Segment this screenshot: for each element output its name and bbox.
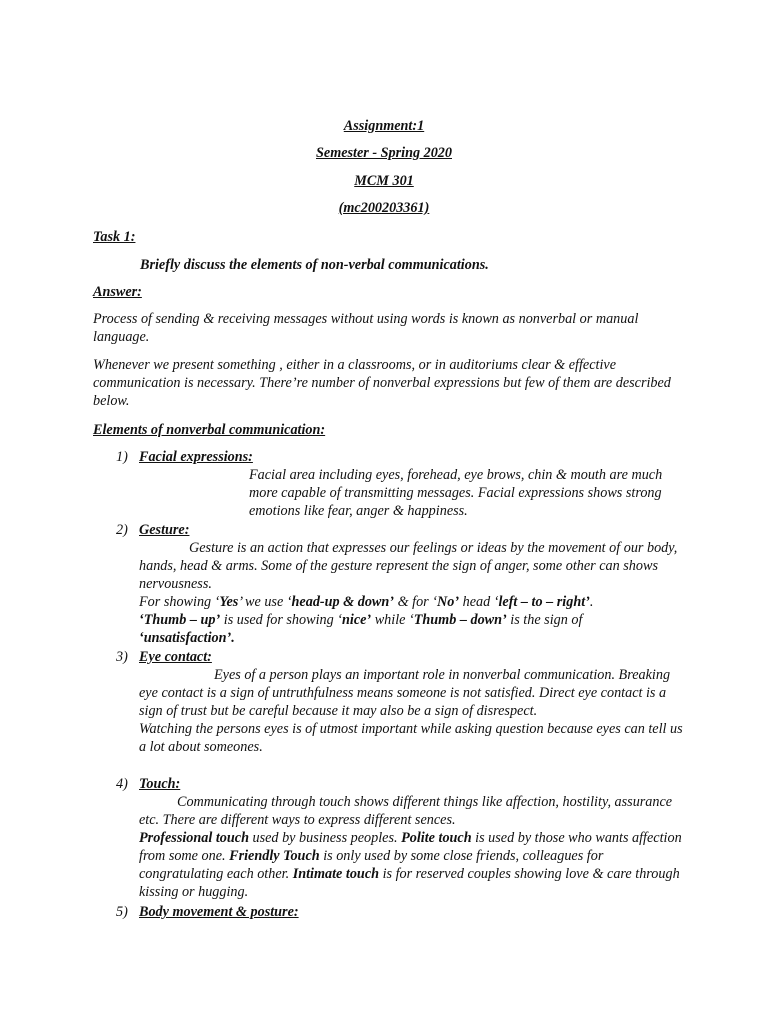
answer-label: Answer: bbox=[93, 284, 142, 300]
item-text-touch-types: Professional touch used by business peoples. Polite touch is used by those who wants affection from some one. Friendly Touch is only used by some close friends, colleagues for congratulating each other. Intimate touch is for reserved couples showing love & care through kissing or hugging. bbox=[139, 830, 682, 900]
list-item bbox=[139, 521, 684, 647]
item-title: Touch: bbox=[139, 776, 181, 792]
item-text-yes-no: For showing ‘Yes’ we use ‘head-up & down’ & for ‘No’ head ‘left – to – right’. bbox=[139, 594, 594, 610]
elements-heading: Elements of nonverbal communication: bbox=[93, 422, 326, 438]
item-title: Body movement & posture: bbox=[139, 904, 299, 920]
list-number: 4) bbox=[116, 776, 128, 792]
list-number: 2) bbox=[116, 522, 128, 538]
task-question: Briefly discuss the elements of non-verbal communications. bbox=[140, 257, 489, 273]
item-title: Eye contact: bbox=[139, 649, 212, 665]
list-item bbox=[139, 775, 684, 901]
list-item bbox=[139, 448, 684, 520]
item-title: Facial expressions: bbox=[139, 449, 253, 465]
list-item bbox=[139, 648, 684, 756]
answer-paragraph-2: Whenever we present something , either in a classrooms, or in auditoriums clear & effective communication is necessary. There’re number of nonverbal expressions but few of them are described below. bbox=[93, 357, 671, 409]
list-item bbox=[139, 903, 684, 921]
item-text: Eyes of a person plays an important role in nonverbal communication. Breaking eye contact is a sign of untruthfulness means someone is not satisfied. Direct eye contact is a sign of trust but be careful because it may also be a sign of disrespect. bbox=[139, 667, 671, 719]
list-number: 1) bbox=[116, 449, 128, 465]
item-text-thumb: ‘Thumb – up’ is used for showing ‘nice’ while ‘Thumb – down’ is the sign of ‘unsatisfaction’. bbox=[139, 612, 583, 646]
list-number: 5) bbox=[116, 904, 128, 920]
task-label: Task 1: bbox=[93, 229, 136, 245]
assignment-title: Assignment:1 bbox=[343, 118, 425, 134]
answer-paragraph-1: Process of sending & receiving messages without using words is known as nonverbal or manual language. bbox=[93, 311, 639, 345]
list-number: 3) bbox=[116, 649, 128, 665]
item-title: Gesture: bbox=[139, 522, 190, 538]
item-text: Gesture is an action that expresses our feelings or ideas by the movement of our body, hands, head & arms. Some of the gesture represent the sign of anger, some other can shows nervousness. bbox=[139, 540, 678, 592]
item-text: Communicating through touch shows different things like affection, hostility, assurance etc. There are different ways to express different sences. bbox=[139, 794, 673, 828]
course-title: MCM 301 bbox=[354, 173, 414, 189]
semester-title: Semester - Spring 2020 bbox=[316, 145, 452, 161]
item-text: Facial area including eyes, forehead, eye brows, chin & mouth are much more capable of transmitting messages. Facial expressions shows strong emotions like fear, anger & happiness. bbox=[249, 467, 663, 519]
student-id: (mc200203361) bbox=[338, 200, 430, 216]
item-text-2: Watching the persons eyes is of utmost important while asking question because eyes can tell us a lot about someones. bbox=[139, 721, 683, 755]
